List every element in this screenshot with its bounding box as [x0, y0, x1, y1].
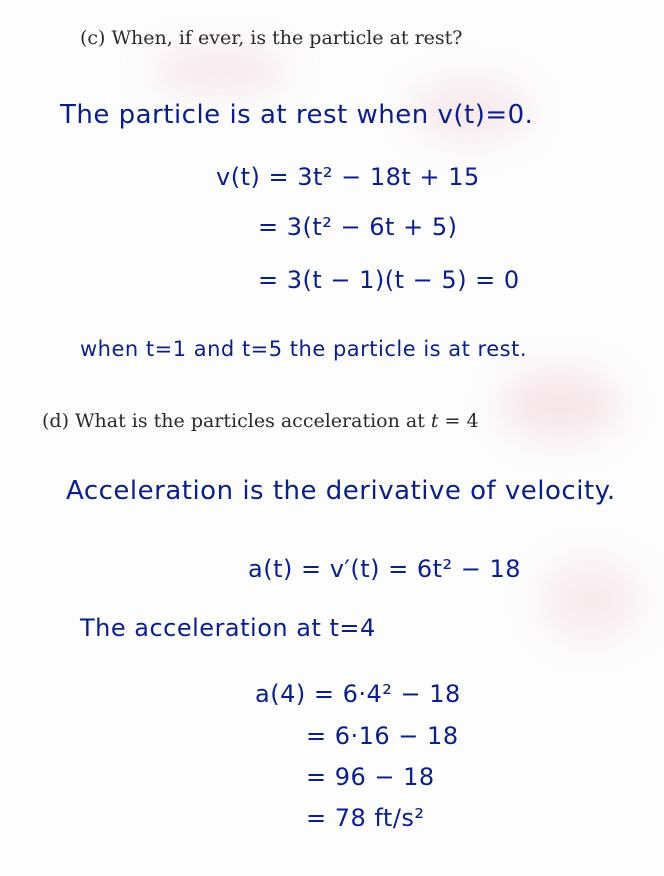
answer-d-result: = 78 ft/s² — [306, 804, 425, 832]
paper-smudge — [500, 370, 620, 440]
question-d-prompt-text: (d) What is the particles acceleration at — [42, 410, 431, 432]
question-d-prompt — [42, 410, 479, 432]
answer-d-line-3: The acceleration at t=4 — [80, 614, 376, 642]
answer-d-calc-2: = 6·16 − 18 — [306, 722, 459, 750]
answer-c-factor-1: = 3(t² − 6t + 5) — [258, 213, 458, 241]
paper-smudge — [540, 560, 640, 640]
question-d-prompt-var: t — [430, 410, 439, 432]
answer-c-velocity: v(t) = 3t² − 18t + 15 — [216, 163, 480, 191]
question-d-prompt-value: = 4 — [438, 410, 479, 432]
answer-d-calc-3: = 96 − 18 — [306, 763, 435, 791]
answer-d-line-1: Acceleration is the derivative of velocity. — [66, 476, 616, 506]
answer-c-factor-2: = 3(t − 1)(t − 5) = 0 — [258, 266, 520, 294]
answer-c-line-1: The particle is at rest when v(t)=0. — [60, 100, 534, 130]
paper-smudge — [150, 50, 290, 90]
question-c-prompt: (c) When, if ever, is the particle at rest? — [80, 27, 463, 49]
answer-c-conclusion: when t=1 and t=5 the particle is at rest. — [80, 337, 527, 361]
answer-d-acceleration-formula: a(t) = v′(t) = 6t² − 18 — [248, 555, 522, 583]
answer-d-calc-1: a(4) = 6·4² − 18 — [255, 680, 461, 708]
